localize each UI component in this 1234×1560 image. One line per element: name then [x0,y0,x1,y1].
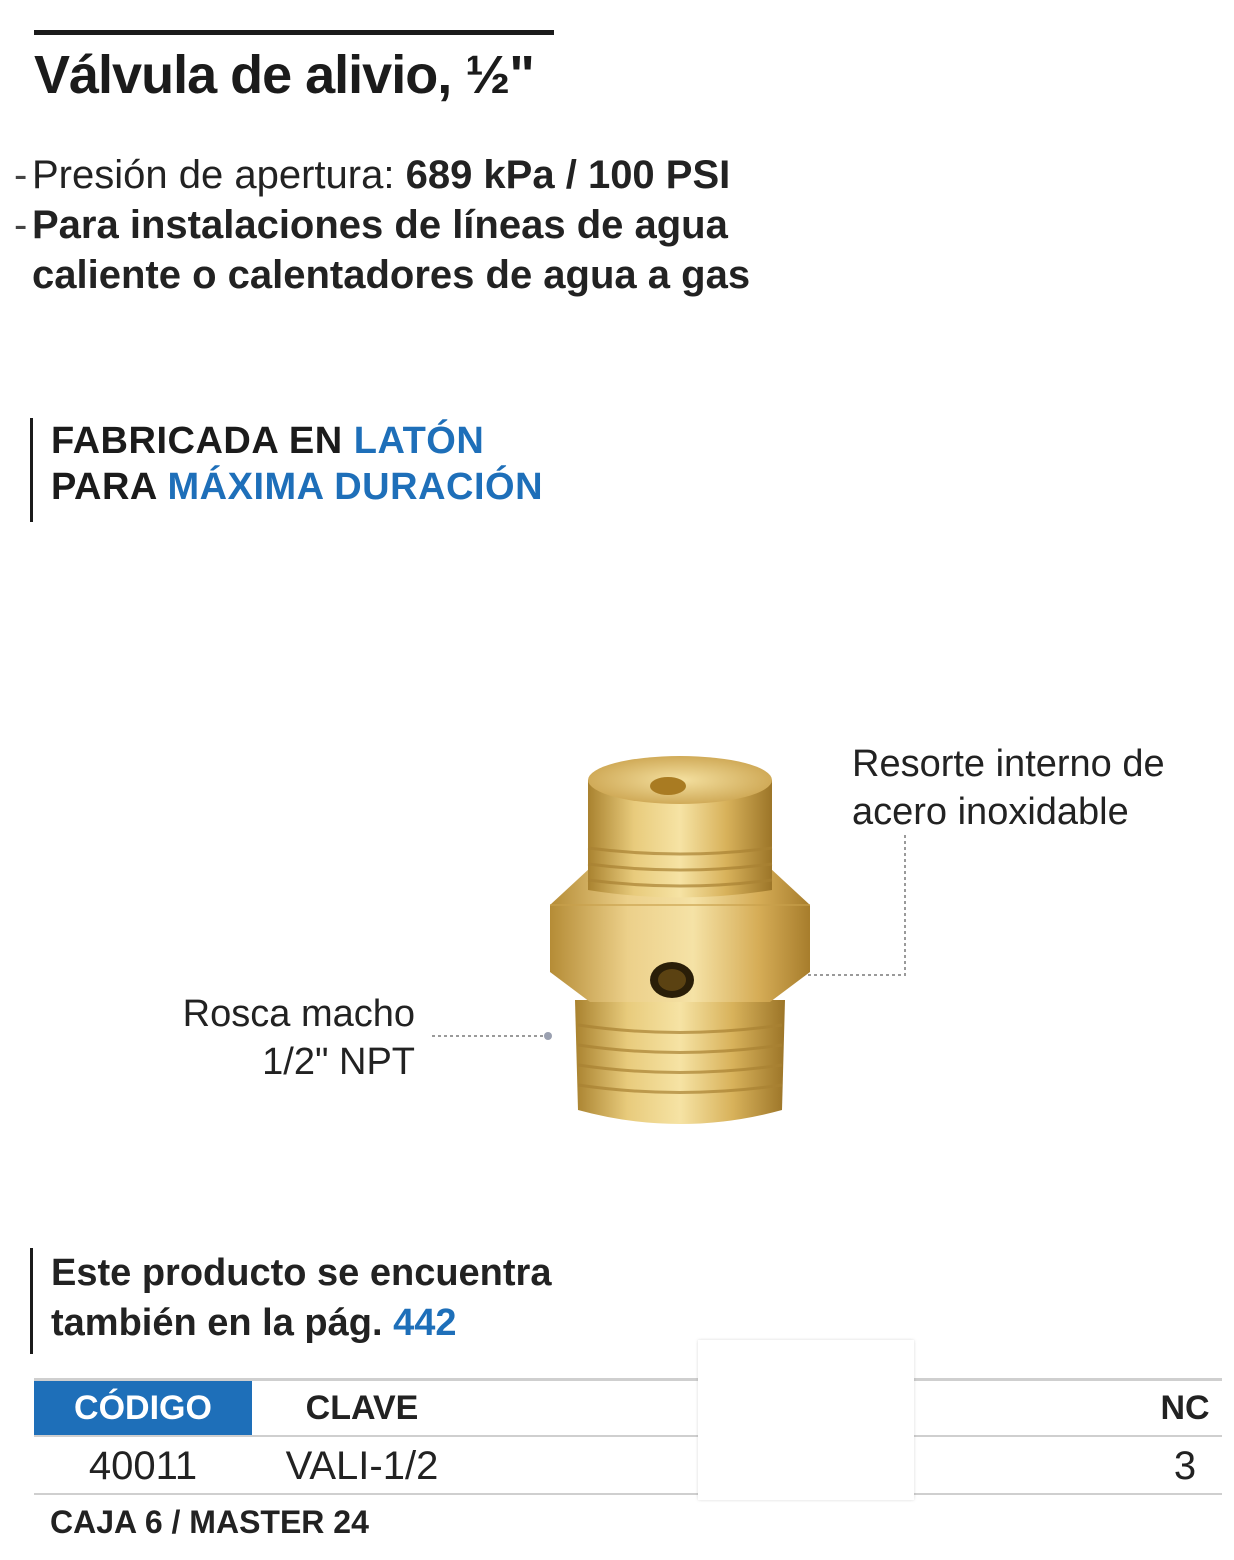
material-text-c: PARA [51,466,168,508]
page-reference-line1: Este producto se encuentra [51,1252,552,1294]
material-callout [30,418,543,522]
material-callout-line2 [51,464,543,510]
table-header-clave: CLAVE [305,1389,419,1427]
feature-item-usage [14,200,750,250]
page-reference-text: también en la pág. [51,1302,394,1344]
feature-list [14,150,750,300]
bullet-dash: - [14,153,28,197]
page-title: Válvula de alivio, ½" [34,45,534,105]
page-reference-number: 442 [393,1302,457,1344]
feature-usage-line2: caliente o calentadores de agua a gas [32,253,751,297]
material-text-a: FABRICADA EN [51,420,354,462]
annotation-thread [160,990,415,1086]
feature-usage-line1: Para instalaciones de líneas de agua [32,203,728,247]
page-reference-callout [30,1248,551,1354]
material-callout-line1 [51,418,543,464]
annotation-thread-line2: 1/2" NPT [262,1041,415,1083]
table-cell-nc: 3 [1173,1444,1197,1488]
blank-overlay-box [698,1340,914,1500]
title-rule [34,30,554,35]
table-header-nc: NC [1160,1389,1210,1427]
table-cell-clave: VALI-1/2 [285,1444,439,1488]
feature-item-pressure [14,150,750,200]
brass-relief-valve-image [520,740,840,1160]
bullet-dash: - [14,203,28,247]
table-header-code: CÓDIGO [34,1381,252,1435]
table-bottom-rule [34,1493,1222,1495]
table-mid-rule [34,1435,1222,1437]
feature-item-usage-cont [14,250,750,300]
feature-pressure-value: 689 kPa / 100 PSI [405,153,731,197]
table-cell-code: 40011 [88,1444,198,1488]
material-text-duration: MÁXIMA DURACIÓN [167,466,544,508]
annotation-spring-line2: acero inoxidable [852,791,1129,833]
annotation-spring [852,740,1165,836]
feature-pressure-label: Presión de apertura: [32,153,395,197]
material-text-brass: LATÓN [353,420,485,462]
page-reference-line2 [51,1298,551,1348]
annotation-thread-line1: Rosca macho [182,993,415,1035]
packaging-info: CAJA 6 / MASTER 24 [50,1504,369,1540]
annotation-spring-line1: Resorte interno de [852,743,1165,785]
